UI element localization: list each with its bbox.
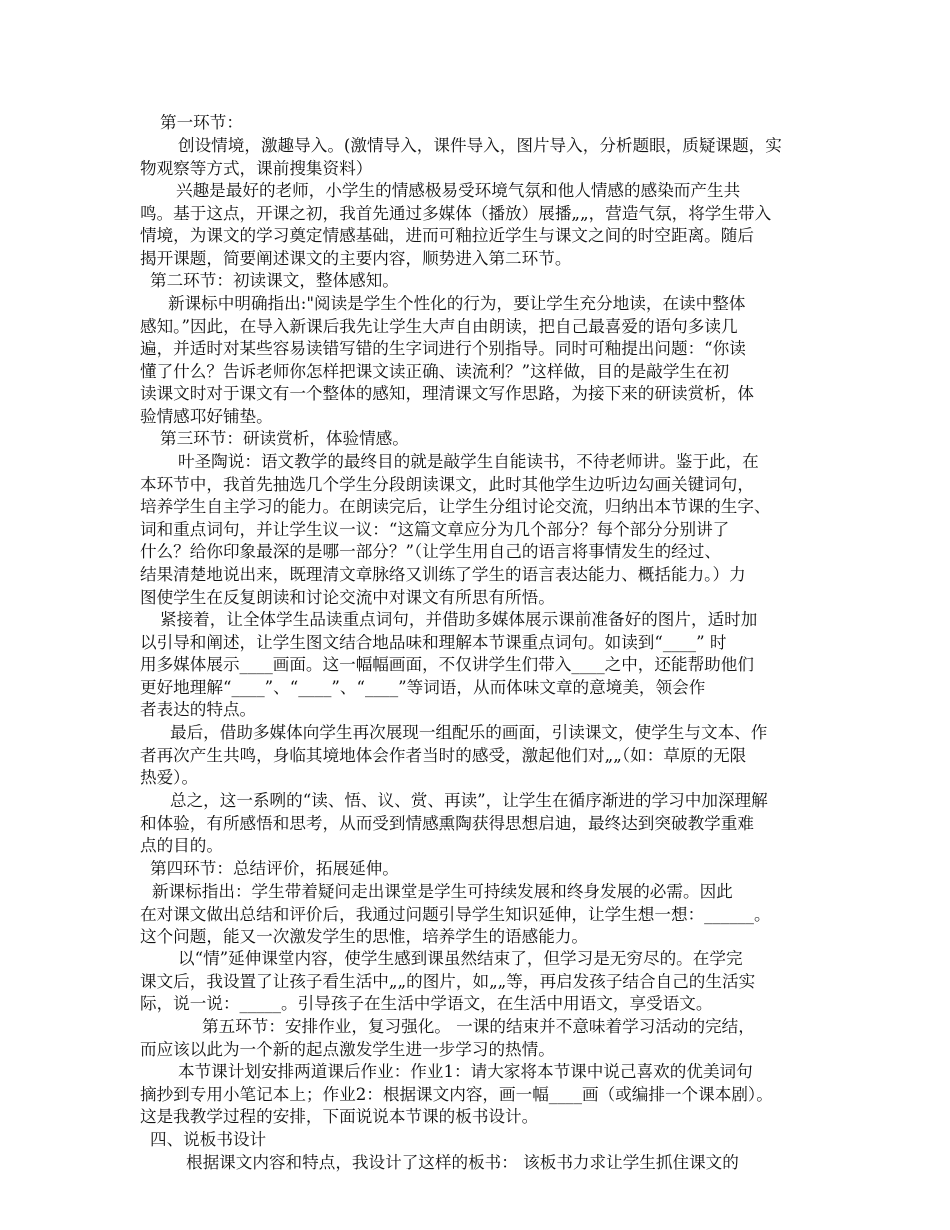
- section-1-paragraph: [140, 180, 812, 270]
- text-line: 最后，借助多媒体向学生再次展现一组配乐的画面，引读课文，使学生与文本、作: [170, 723, 768, 742]
- text-line: 读课文时对于课文有一个整体的感知，理清课文写作思路，为接下来的研读赏析，体: [140, 384, 754, 404]
- section-2-paragraph: [140, 293, 812, 429]
- text-line: 四、说板书设计: [150, 1130, 267, 1149]
- text-line: 新课标指出：学生带着疑问走出课堂是学生可持续发展和终身发展的必需。因此: [152, 882, 733, 901]
- section-3-summary: [140, 790, 812, 858]
- part-4-heading: [150, 1129, 822, 1152]
- text-line: 验情感邛好铺垫。: [140, 406, 273, 426]
- text-line: 第五环节：安排作业，复习强化。 一课的结束并不意味着学习活动的完结，: [202, 1017, 755, 1036]
- text-line: 词和重点词句，并让学生议一议：“这篇文章应分为几个部分？每个部分分别讲了: [140, 519, 730, 539]
- text-line: 者表达的特点。: [140, 700, 257, 720]
- text-line: 根据课文内容和特点，我设计了这样的板书： 该板书力求让学生抓住课文的: [186, 1153, 739, 1172]
- section-1-heading: [160, 112, 832, 135]
- text-line: 情境，为课文的学习奠定情感基础，进而可釉拉近学生与课文之间的时空距离。随后: [140, 226, 754, 246]
- text-line: 热爱）。: [140, 768, 199, 788]
- text-line: 这是我教学过程的安排，下面说说本节课的板书设计。: [140, 1107, 539, 1127]
- text-line: 以“情”延伸课堂内容，使学生感到课虽然结束了，但学习是无穷尽的。在学完: [178, 949, 743, 968]
- text-line: 总之，这一系咧的“读、悟、议、赏、再读”，让学生在循序渐进的学习中加深理解: [170, 791, 768, 810]
- text-line: 第二环节：初读课文，整体感知。: [150, 271, 399, 290]
- text-line: 结果清楚地说出来，既理清文章脉络又训练了学生的语言表达能力、概括能力。）力: [140, 564, 746, 584]
- part-4-paragraph: [140, 1152, 812, 1175]
- text-line: 图使学生在反复朗读和讨论交流中对课文有所思有所悟。: [140, 587, 555, 607]
- text-line: 摘抄到专用小笔记本上；作业2：根据课文内容，画一幅____画（或编排一个课本剧）。: [140, 1084, 773, 1104]
- section-3-heading: [160, 428, 832, 451]
- text-line: 兴趣是最好的老师，小学生的情感极易受环境气氛和他人情感的感染而产生共: [176, 181, 741, 200]
- text-line: 者再次产生共鸣，身临其境地体会作者当时的感受，激起他们对„„（如：草原的无限: [140, 745, 747, 765]
- text-line: 鸣。基于这点，开课之初，我首先通过多媒体（播放）展播„„，营造气氛，将学生带入: [140, 203, 772, 223]
- text-line: 用多媒体展示____画面。这一幅幅画面，不仅讲学生们带入____之中，还能帮助他们: [140, 655, 754, 675]
- text-line: 而应该以此为一个新的起点激发学生进一步学习的热情。: [140, 1039, 555, 1059]
- text-line: 培养学生自主学习的能力。在朗读完后，让学生分组讨论交流，归纳出本节课的生字、: [140, 497, 771, 517]
- text-line: 和体验，有所感悟和思考，从而受到情感熏陶获得思想启迪，最终达到突破教学重难: [140, 813, 754, 833]
- section-3-paragraph: [140, 451, 812, 609]
- text-line: 第三环节：研读赏析，体验情感。: [160, 429, 409, 448]
- text-line: 揭开课题，简要阐述课文的主要内容，顺势进入第二环节。: [140, 248, 572, 268]
- text-line: 更好地理解“____”、“____”、“____”等词语，从而体味文章的意境美，领会作: [140, 677, 706, 697]
- section-2-heading: [150, 270, 822, 293]
- text-line: 新课标中明确指出:"阅读是学生个性化的行为，要让学生充分地读，在读中整体: [168, 294, 746, 313]
- section-1-intro: [140, 135, 812, 180]
- text-line: 在对课文做出总结和评价后，我通过问题引导学生知识延伸，让学生想一想：______。: [140, 904, 771, 924]
- section-4-heading: [150, 858, 822, 881]
- text-line: 遍，并适时对某些容易读错写错的生字词进行个别指导。同时可釉提出问题：“你读: [140, 339, 746, 359]
- section-3-paragraph-2: [140, 609, 812, 722]
- text-line: 创设情境，激趣导入。(激情导入，课件导入，图片导入，分析题眼，质疑课题，实: [178, 136, 782, 155]
- text-line: 本环节中，我首先抽选几个学生分段朗读课文，此时其他学生边听边勾画关键词句，: [140, 474, 754, 494]
- text-line: 以引导和阐述，让学生图文结合地品味和理解本节课重点词句。如读到“____” 时: [140, 632, 727, 652]
- text-line: 第四环节：总结评价，拓展延伸。: [150, 859, 399, 878]
- text-line: 什么？给你印象最深的是哪一部分？”（让学生用自己的语言将事情发生的经过、: [140, 542, 721, 562]
- text-line: 课文后，我设置了让孩子看生活中„„的图片，如„„等，再启发孩子结合自己的生活实: [140, 971, 756, 991]
- text-line: 叶圣陶说：语文教学的最终目的就是敲学生自能读书，不待老师讲。鉴于此，在: [178, 452, 759, 471]
- section-4-paragraph-2: [140, 948, 812, 1016]
- text-line: 点的目的。: [140, 836, 223, 856]
- text-line: 这个问题，能又一次激发学生的思惟，培养学生的语感能力。: [140, 927, 589, 947]
- text-line: 懂了什么？告诉老师你怎样把课文读正确、读流利？”这样做，目的是敲学生在初: [140, 361, 730, 381]
- text-line: 本节课计划安排两道课后作业：作业1：请大家将本节课中说己喜欢的优美词句: [178, 1062, 753, 1081]
- text-line: 紧接着，让全体学生品读重点词句，并借助多媒体展示课前准备好的图片，适时加: [160, 610, 758, 629]
- section-3-paragraph-3: [140, 722, 812, 790]
- text-line: 感知。”因此，在导入新课后我先让学生大声自由朗读，把自己最喜爱的语句多读几: [140, 316, 738, 336]
- text-line: 第一环节：: [160, 113, 243, 132]
- section-4-paragraph: [140, 881, 812, 949]
- text-line: 物观察等方式，课前搜集资料）: [140, 158, 373, 178]
- section-5-paragraph: [140, 1061, 812, 1129]
- section-5-heading: [140, 1016, 812, 1061]
- text-line: 际，说一说：_____。引导孩子在生活中学语文，在生活中用语文，享受语文。: [140, 994, 713, 1014]
